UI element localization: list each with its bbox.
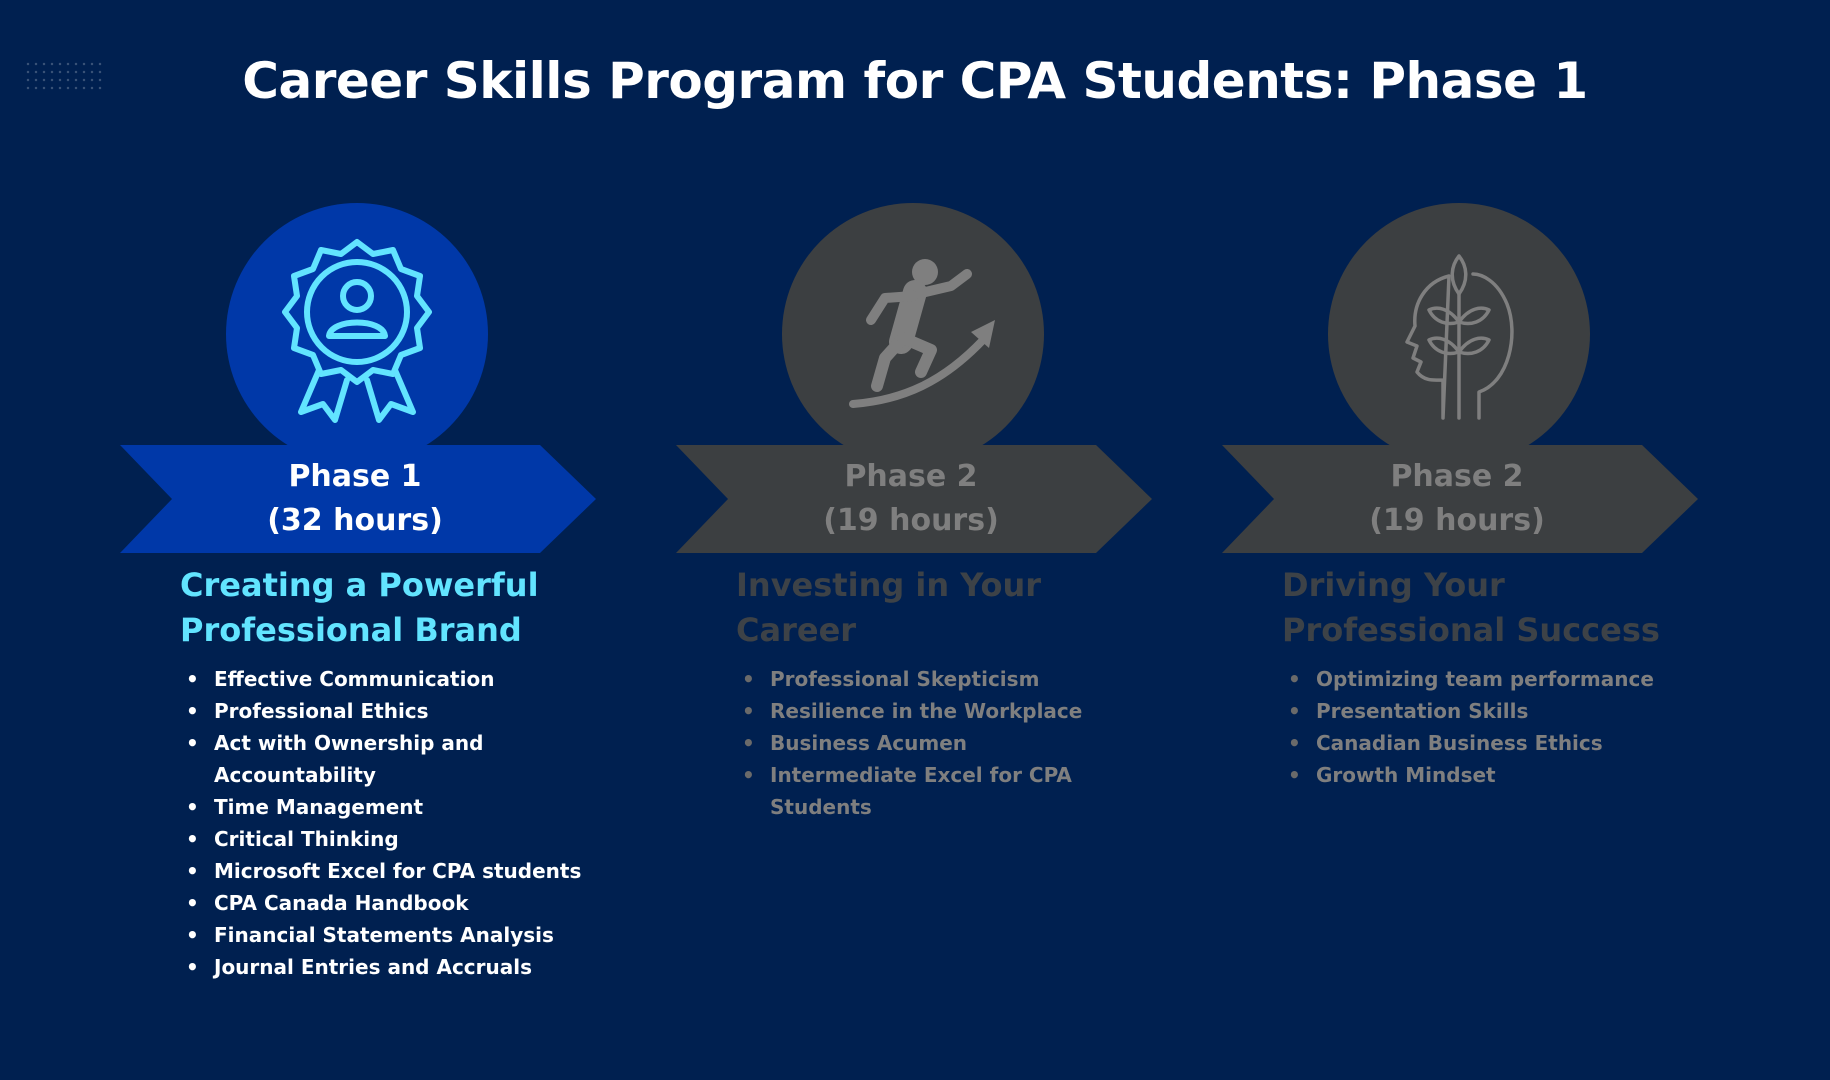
list-item: • Business Acumen [740,727,1160,759]
phase-heading: Investing in Your Career [736,566,1042,649]
list-item: • Effective Communication [184,663,604,695]
phase-label: Phase 2 [844,459,978,494]
phase-icon-circle [226,203,488,465]
list-item: • CPA Canada Handbook [184,887,604,919]
list-item: • Presentation Skills [1286,695,1706,727]
list-item: • Canadian Business Ethics [1286,727,1706,759]
phase-column-2 [676,203,1156,1003]
list-item: • Resilience in the Workplace [740,695,1160,727]
list-item: • Critical Thinking [184,823,604,855]
phase-icon-circle [1328,203,1590,465]
list-item: • Growth Mindset [1286,759,1706,791]
phase-hours: (19 hours) [1369,503,1545,538]
phase-label: Phase 2 [1390,459,1524,494]
phase-topic-list [740,663,1160,823]
list-item: • Time Management [184,791,604,823]
phase-banner [120,445,596,553]
head-growth-plant-icon [1369,234,1549,424]
phase-column-1 [120,203,600,1003]
award-badge-person-icon [267,234,447,424]
list-item: • Optimizing team performance [1286,663,1706,695]
list-item: • Professional Ethics [184,695,604,727]
list-item: • Intermediate Excel for CPA Students [740,759,1160,823]
phase-hours: (32 hours) [267,503,443,538]
phase-banner [676,445,1152,553]
list-item: • Financial Statements Analysis [184,919,604,951]
phase-label: Phase 1 [288,459,422,494]
phase-hours: (19 hours) [823,503,999,538]
phase-topic-list [1286,663,1706,791]
list-item: • Professional Skepticism [740,663,1160,695]
phase-topic-list [184,663,604,983]
phase-banner [1222,445,1698,553]
phase-heading: Creating a Powerful Professional Brand [180,566,539,649]
phase-icon-circle [782,203,1044,465]
phase-heading: Driving Your Professional Success [1282,566,1660,649]
page-title: Career Skills Program for CPA Students: Phase 1 [242,52,1588,110]
list-item: • Act with Ownership and Accountability [184,727,604,791]
list-item: • Journal Entries and Accruals [184,951,604,983]
list-item: • Microsoft Excel for CPA students [184,855,604,887]
runner-arrow-up-icon [823,234,1003,424]
phase-column-3 [1222,203,1702,1003]
